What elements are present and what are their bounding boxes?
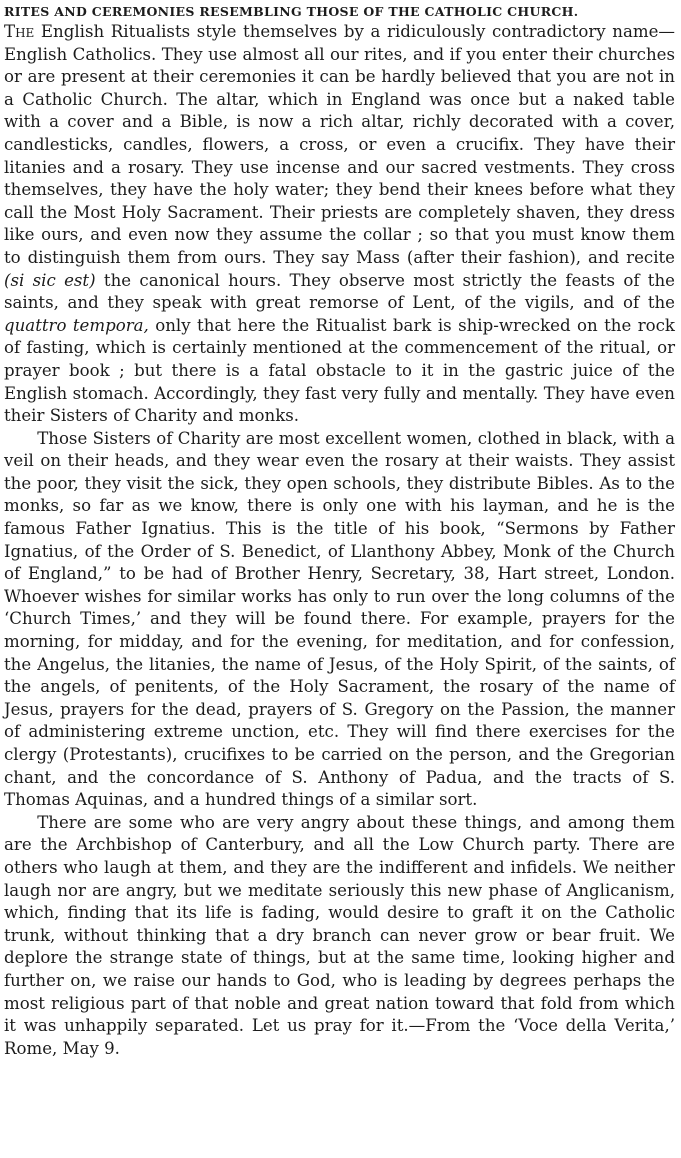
paragraph-lead-word: The	[4, 22, 35, 41]
paragraph-text: English Ritualists style themselves by a ridiculously contradictory name—English Catholics. They use almost all our rites, and if you enter their churches or are present at their ceremonies it can be hardly believed that you are not in a Catholic Church. The altar, which in England was once but a naked table with a cover and a Bible, is now a rich altar, richly decorated with a cover, candlesticks, candles, flowers, a cross, or even a crucifix. They have their litanies and a rosary. They use incense and our sacred vestments. They cross themselves, they have the holy water; they bend their knees before what they call the Most Holy Sacrament. Their priests are completely shaven, they dress like ours, and even now they assume the collar ; so that you must know them to distinguish them from ours. They say Mass (after their fashion), and recite	[4, 22, 675, 267]
italic-phrase: (si sic est)	[4, 270, 96, 290]
italic-phrase: quattro tempora,	[4, 315, 149, 335]
article-headline: RITES AND CEREMONIES RESEMBLING THOSE OF THE CATHOLIC CHURCH.	[4, 4, 579, 19]
article-paragraph: There are some who are very angry about these things, and among them are the Archbishop of Canterbury, and all the Low Church party. There are others who laugh at them, and they are the indifferent and infidels. We neither laugh nor are angry, but we meditate seriously this new phase of Anglicanism, which, finding that its life is fading, would desire to graft it on the Catholic trunk, without thinking that a dry branch can never grow or bear fruit. We deplore the strange state of things, but at the same time, looking higher and further on, we raise our hands to God, who is leading by degrees perhaps the most religious part of that noble and great nation toward that fold from which it was unhappily separated. Let us pray for it.—From the ‘Voce della Verita,’ Rome, May 9.	[4, 812, 675, 1058]
paragraph-text: the canonical hours. They observe most strictly the feasts of the saints, and they speak with great remorse of Lent, of the vigils, and of the	[4, 270, 675, 313]
article-paragraph: Those Sisters of Charity are most excellent women, clothed in black, with a veil on their heads, and they wear even the rosary at their waists. They assist the poor, they visit the sick, they open schools, they distribute Bibles. As to the monks, so far as we know, there is only one with his layman, and he is the famous Father Ignatius. This is the title of his book, “Sermons by Father Ignatius, of the Order of S. Benedict, of Llanthony Abbey, Monk of the Church of England,” to be had of Brother Henry, Secretary, 38, Hart street, London. Whoever wishes for similar works has only to run over the long columns of the ‘Church Times,’ and they will be found there. For example, prayers for the morning, for midday, and for the evening, for meditation, and for confession, the Angelus, the litanies, the name of Jesus, of the Holy Spirit, of the saints, of the angels, of penitents, of the Holy Sacrament, the rosary of the name of Jesus, prayers for the dead, prayers of S. Gregory on the Passion, the manner of administering extreme unction, etc. They will find there exercises for the clergy (Protestants), crucifixes to be carried on the person, and the Gregorian chant, and the concordance of S. Anthony of Padua, and the tracts of S. Thomas Aquinas, and a hundred things of a similar sort.	[4, 428, 675, 810]
article-paragraph	[4, 21, 675, 428]
paragraph-text: only that here the Ritualist bark is ship-wrecked on the rock of fasting, which is certainly mentioned at the commencement of the ritual, or prayer book ; but there is a fatal obstacle to it in the gastric juice of the English stomach. Accordingly, they fast very fully and mentally. They have even their Sisters of Charity and monks.	[4, 315, 675, 426]
